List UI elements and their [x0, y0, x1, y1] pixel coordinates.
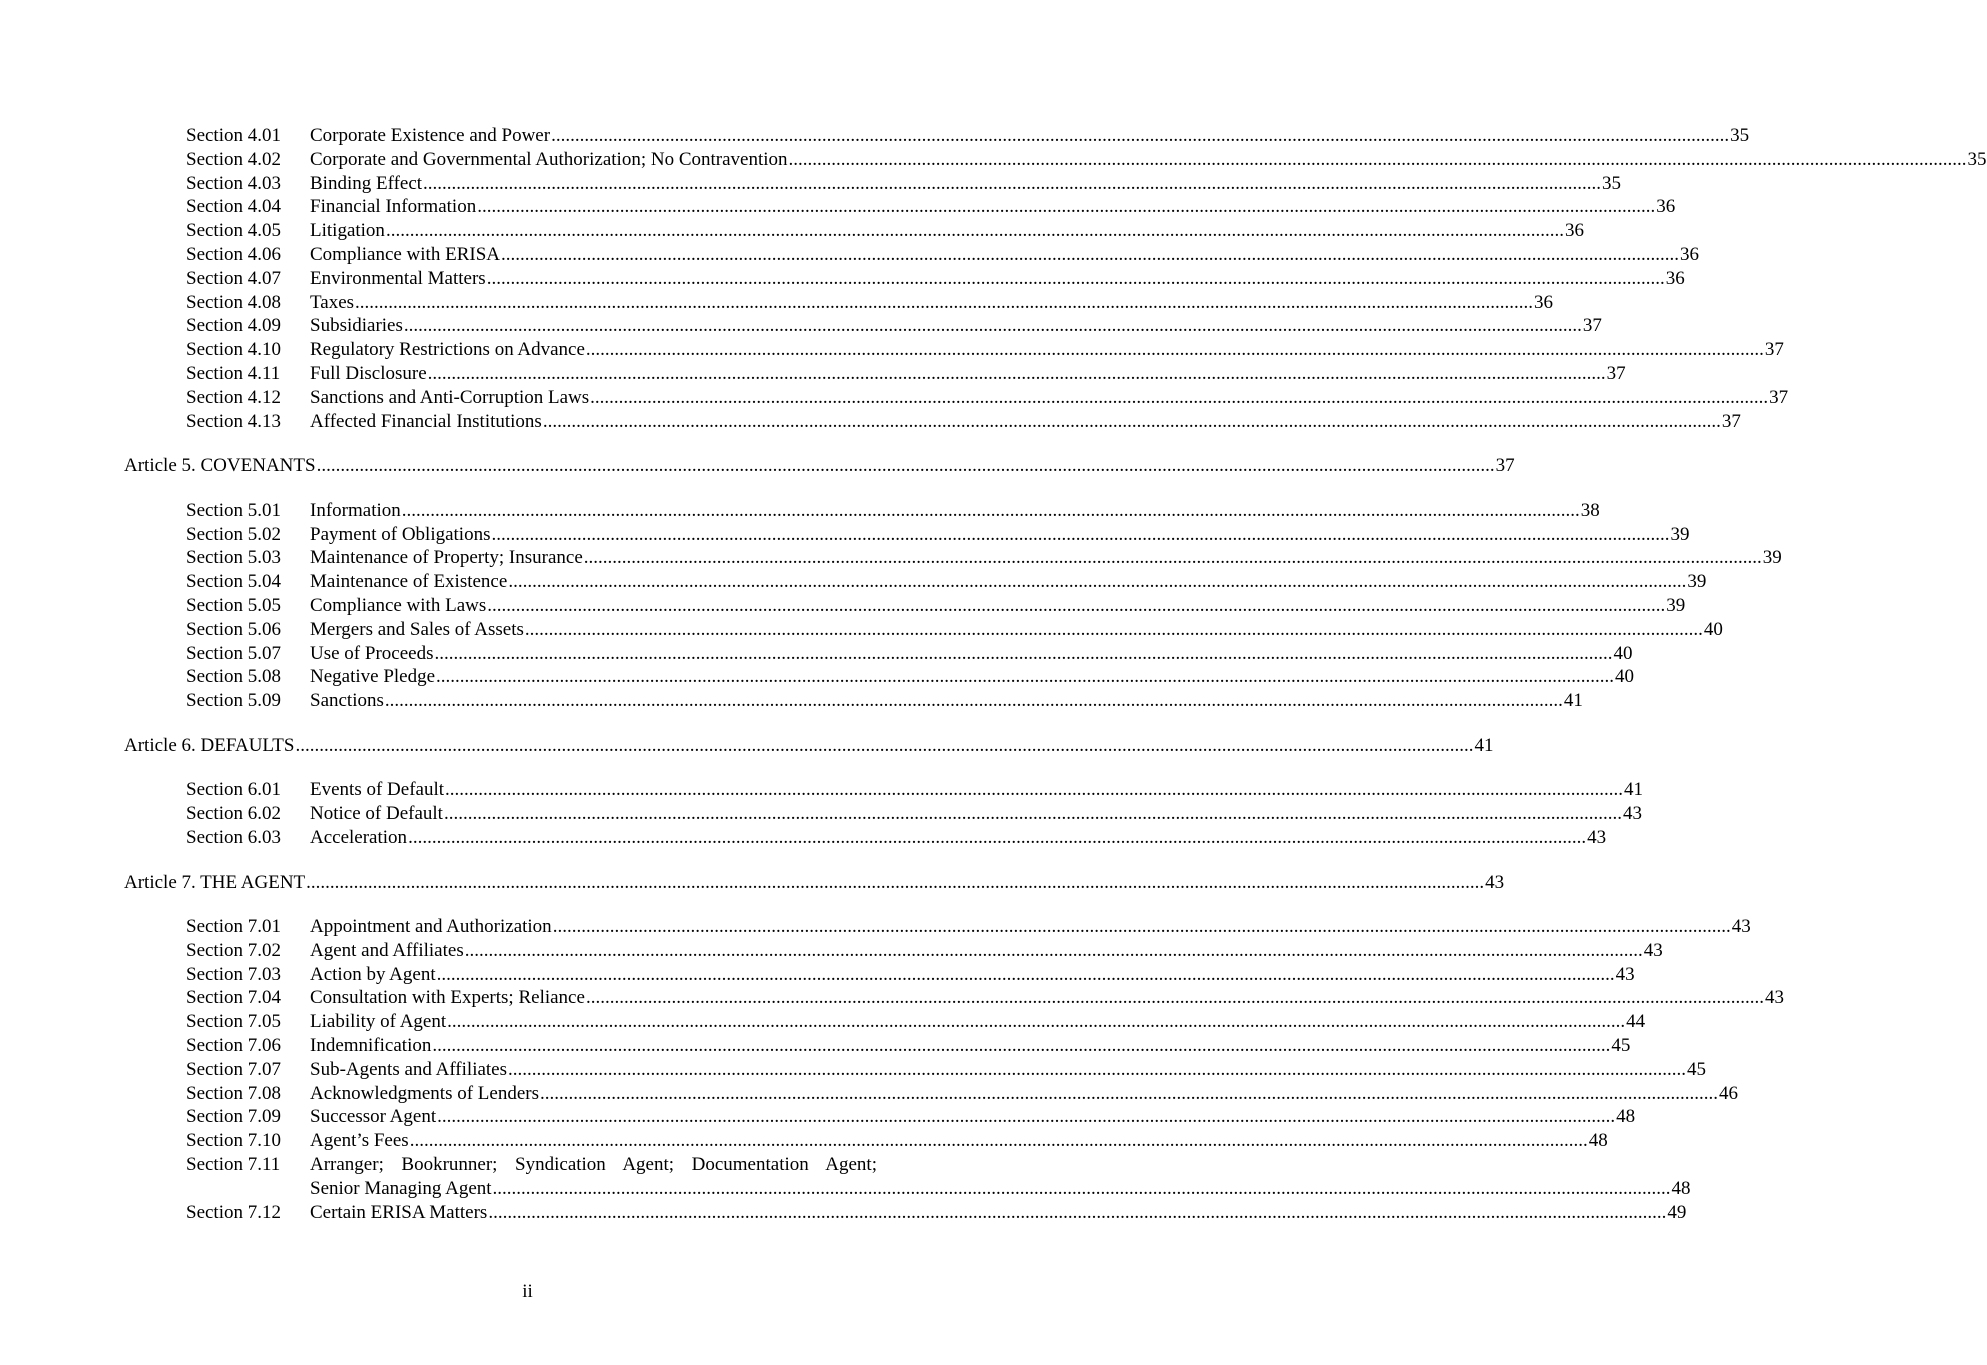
- dot-leader: [487, 267, 1665, 291]
- section-title: Certain ERISA Matters: [310, 1201, 488, 1223]
- section-title: Liability of Agent: [310, 1011, 447, 1033]
- page-number: 40: [1613, 642, 1633, 664]
- toc-section-row[interactable]: [0, 362, 1626, 386]
- article-7-section-list: [0, 915, 1784, 1153]
- section-number: Section 7.08: [186, 1082, 281, 1104]
- section-number: Section 4.09: [186, 315, 281, 337]
- section-title: Agent’s Fees: [310, 1130, 409, 1152]
- toc-section-row[interactable]: [0, 523, 1690, 547]
- toc-section-row[interactable]: [0, 291, 1554, 315]
- dot-leader: [410, 1129, 1588, 1153]
- page-number: 39: [1687, 571, 1707, 593]
- page-number: 35: [1967, 148, 1987, 170]
- toc-section-row[interactable]: [0, 195, 1676, 219]
- section-number: Section 5.05: [186, 594, 281, 616]
- page-number: 43: [1764, 987, 1784, 1009]
- section-number: Section 4.04: [186, 196, 281, 218]
- toc-section-row[interactable]: [0, 665, 1635, 689]
- page-number: 36: [1534, 291, 1554, 313]
- dot-leader: [404, 314, 1582, 338]
- page-number: 36: [1564, 220, 1584, 242]
- section-number: Section 7.12: [186, 1201, 281, 1223]
- page-number: 43: [1587, 826, 1607, 848]
- dot-leader: [437, 963, 1615, 987]
- toc-section-7-11[interactable]: [0, 1153, 1691, 1201]
- toc-section-row[interactable]: [0, 172, 1622, 196]
- page-number: 40: [1615, 666, 1635, 688]
- page-number: 46: [1719, 1082, 1738, 1104]
- section-number: Section 7.02: [186, 939, 281, 961]
- page-number: 35: [1602, 172, 1622, 194]
- page-number: 43: [1731, 916, 1751, 938]
- section-number: Section 7.05: [186, 1011, 281, 1033]
- section-title: Payment of Obligations: [310, 523, 491, 545]
- toc-section-7-12[interactable]: [0, 1201, 1687, 1225]
- section-title: Events of Default: [310, 779, 445, 801]
- page-number: 38: [1580, 499, 1600, 521]
- page-number: 49: [1667, 1201, 1687, 1223]
- dot-leader: [491, 523, 1669, 547]
- dot-leader: [789, 148, 1967, 172]
- section-title: Environmental Matters: [310, 267, 486, 289]
- section-number: Section 5.03: [186, 547, 281, 569]
- section-title: Use of Proceeds: [310, 642, 434, 664]
- dot-leader: [525, 618, 1703, 642]
- article-4-section-list: [0, 124, 1987, 433]
- dot-leader: [434, 642, 1612, 666]
- dot-leader: [445, 778, 1623, 802]
- page-number: 48: [1588, 1130, 1608, 1152]
- page-number: 37: [1721, 410, 1741, 432]
- dot-leader: [423, 172, 1601, 196]
- section-title-block: [310, 1153, 1691, 1201]
- section-title: Maintenance of Property; Insurance: [310, 547, 583, 569]
- page-number: 37: [1764, 339, 1784, 361]
- dot-leader: [551, 124, 1729, 148]
- page-number: 39: [1666, 594, 1686, 616]
- toc-section-row[interactable]: [0, 314, 1602, 338]
- section-title: Notice of Default: [310, 803, 443, 825]
- section-title: Affected Financial Institutions: [310, 410, 542, 432]
- section-number: Section 7.11: [186, 1154, 281, 1176]
- toc-section-row[interactable]: [0, 778, 1644, 802]
- dot-leader: [487, 594, 1665, 618]
- section-title: Agent and Affiliates: [310, 939, 464, 961]
- page-number: 41: [1474, 734, 1494, 756]
- section-title: Full Disclosure: [310, 362, 427, 384]
- dot-leader: [402, 499, 1580, 523]
- section-title: Maintenance of Existence: [310, 571, 508, 593]
- section-title: Acceleration: [310, 826, 408, 848]
- section-title-line-2: Senior Managing Agent: [310, 1177, 492, 1199]
- toc-section-row[interactable]: [0, 267, 1685, 291]
- dot-leader: [295, 734, 1473, 758]
- page-number: 43: [1622, 803, 1642, 825]
- dot-leader: [385, 689, 1563, 713]
- section-number: Section 5.04: [186, 571, 281, 593]
- section-number: Section 5.09: [186, 690, 281, 712]
- toc-article-6[interactable]: [0, 734, 1494, 758]
- page-number: 44: [1626, 1011, 1646, 1033]
- section-number: Section 4.07: [186, 267, 281, 289]
- page-number: 36: [1665, 267, 1685, 289]
- section-number: Section 7.04: [186, 987, 281, 1009]
- section-number: Section 7.01: [186, 916, 281, 938]
- dot-leader: [432, 1034, 1610, 1058]
- section-number: Section 4.13: [186, 410, 281, 432]
- dot-leader: [436, 665, 1614, 689]
- toc-section-row[interactable]: [0, 1082, 1738, 1106]
- toc-section-row[interactable]: [0, 1058, 1707, 1082]
- page-number: 43: [1615, 963, 1635, 985]
- dot-leader: [437, 1105, 1615, 1129]
- page-number: 36: [1656, 196, 1676, 218]
- page-number: 48: [1616, 1106, 1636, 1128]
- section-number: Section 4.03: [186, 172, 281, 194]
- toc-section-row[interactable]: [0, 986, 1784, 1010]
- toc-section-row[interactable]: [0, 939, 1663, 963]
- toc-section-row[interactable]: [0, 642, 1633, 666]
- section-number: Section 4.05: [186, 220, 281, 242]
- toc-section-row[interactable]: [0, 124, 1750, 148]
- section-title: Indemnification: [310, 1035, 432, 1057]
- dot-leader: [465, 939, 1643, 963]
- page-number: 36: [1679, 243, 1699, 265]
- dot-leader: [428, 362, 1606, 386]
- toc-section-row[interactable]: [0, 1034, 1631, 1058]
- dot-leader: [317, 454, 1495, 478]
- section-number: Section 5.07: [186, 642, 281, 664]
- page-number: 41: [1563, 690, 1583, 712]
- toc-section-row[interactable]: [0, 499, 1600, 523]
- section-title: Mergers and Sales of Assets: [310, 618, 524, 640]
- section-title: Subsidiaries: [310, 315, 403, 337]
- section-number: Section 7.06: [186, 1035, 281, 1057]
- page-number: 37: [1769, 386, 1789, 408]
- section-number: Section 7.10: [186, 1130, 281, 1152]
- toc-section-row[interactable]: [0, 802, 1642, 826]
- section-title: Compliance with Laws: [310, 594, 487, 616]
- dot-leader: [586, 338, 1764, 362]
- dot-leader: [553, 915, 1731, 939]
- section-number: Section 4.11: [186, 362, 281, 384]
- section-title: Action by Agent: [310, 963, 436, 985]
- page-number: 37: [1582, 315, 1602, 337]
- page-number: 45: [1611, 1035, 1631, 1057]
- dot-leader: [508, 570, 1686, 594]
- toc-section-row[interactable]: [0, 618, 1723, 642]
- article-title: Article 5. COVENANTS: [124, 455, 316, 477]
- toc-section-row[interactable]: [0, 594, 1686, 618]
- page-number: 39: [1670, 523, 1690, 545]
- toc-section-row[interactable]: [0, 148, 1987, 172]
- section-number: Section 4.06: [186, 243, 281, 265]
- section-title: Consultation with Experts; Reliance: [310, 987, 585, 1009]
- toc-article-5[interactable]: [0, 454, 1515, 478]
- dot-leader: [488, 1201, 1666, 1225]
- section-number: Section 5.06: [186, 618, 281, 640]
- section-number: Section 5.01: [186, 499, 281, 521]
- dot-leader: [444, 802, 1622, 826]
- section-number: Section 4.08: [186, 291, 281, 313]
- section-number: Section 6.01: [186, 779, 281, 801]
- article-5-section-list: [0, 499, 1782, 713]
- page-number: 37: [1495, 455, 1515, 477]
- toc-section-row[interactable]: [0, 915, 1751, 939]
- toc-section-row[interactable]: [0, 570, 1707, 594]
- section-number: Section 5.08: [186, 666, 281, 688]
- dot-leader: [590, 386, 1768, 410]
- section-title: Sanctions and Anti-Corruption Laws: [310, 386, 590, 408]
- page-number: 48: [1671, 1177, 1691, 1199]
- section-title: Binding Effect: [310, 172, 423, 194]
- article-6-section-list: [0, 778, 1644, 849]
- page-number: 39: [1762, 547, 1782, 569]
- dot-leader: [477, 195, 1655, 219]
- page-number: 41: [1624, 779, 1644, 801]
- section-title: Corporate and Governmental Authorization; No Contravention: [310, 148, 788, 170]
- dot-leader: [501, 243, 1679, 267]
- page-number: 35: [1730, 125, 1750, 146]
- section-title: Negative Pledge: [310, 666, 436, 688]
- section-title: Corporate Existence and Power: [310, 125, 551, 146]
- toc-section-row[interactable]: [0, 963, 1635, 987]
- page-number: 37: [1606, 362, 1626, 384]
- dot-leader: [408, 826, 1586, 850]
- section-title: Sub-Agents and Affiliates: [310, 1058, 508, 1080]
- section-number: Section 7.09: [186, 1106, 281, 1128]
- page-number: 40: [1703, 618, 1723, 640]
- toc-section-row[interactable]: [0, 1105, 1636, 1129]
- toc-section-row[interactable]: [0, 689, 1583, 713]
- section-title: Appointment and Authorization: [310, 916, 552, 938]
- dot-leader: [306, 871, 1484, 895]
- toc-article-7[interactable]: [0, 871, 1505, 895]
- section-title: Acknowledgments of Lenders: [310, 1082, 539, 1104]
- dot-leader: [355, 291, 1533, 315]
- dot-leader: [508, 1058, 1686, 1082]
- toc-section-row[interactable]: [0, 410, 1741, 434]
- section-title: Financial Information: [310, 196, 477, 218]
- page-number: 45: [1687, 1058, 1707, 1080]
- section-number: Section 4.12: [186, 386, 281, 408]
- dot-leader: [493, 1177, 1671, 1201]
- toc-section-row[interactable]: [0, 386, 1789, 410]
- section-number: Section 4.10: [186, 339, 281, 361]
- section-title: Sanctions: [310, 690, 384, 712]
- section-title-line-1: Arranger; Bookrunner; Syndication Agent; Documentation Agent;: [310, 1154, 877, 1176]
- toc-section-row[interactable]: [0, 1010, 1646, 1034]
- toc-section-row[interactable]: [0, 338, 1784, 362]
- section-number: Section 5.02: [186, 523, 281, 545]
- table-of-contents: [0, 124, 1987, 1224]
- dot-leader: [543, 410, 1721, 434]
- toc-section-row[interactable]: [0, 546, 1782, 570]
- dot-leader: [584, 546, 1762, 570]
- page-number: 43: [1485, 871, 1505, 893]
- page-number: 43: [1643, 939, 1663, 961]
- dot-leader: [540, 1082, 1718, 1106]
- page-footer-number: ii: [522, 1281, 533, 1302]
- toc-section-row[interactable]: [0, 219, 1584, 243]
- section-number: Section 4.01: [186, 125, 281, 146]
- dot-leader: [386, 219, 1564, 243]
- section-title: Regulatory Restrictions on Advance: [310, 339, 585, 361]
- section-title: Compliance with ERISA: [310, 243, 500, 265]
- toc-section-row[interactable]: [0, 826, 1607, 850]
- dot-leader: [447, 1010, 1625, 1034]
- section-title: Litigation: [310, 220, 385, 242]
- section-number: Section 7.03: [186, 963, 281, 985]
- section-number: Section 4.02: [186, 148, 281, 170]
- toc-section-row[interactable]: [0, 1129, 1608, 1153]
- section-title-line-2-row: [310, 1177, 1691, 1201]
- section-title: Successor Agent: [310, 1106, 437, 1128]
- section-title: Information: [310, 499, 401, 521]
- section-number: Section 7.07: [186, 1058, 281, 1080]
- dot-leader: [586, 986, 1764, 1010]
- section-number: Section 6.03: [186, 826, 281, 848]
- article-title: Article 6. DEFAULTS: [124, 734, 295, 756]
- article-title: Article 7. THE AGENT: [124, 871, 306, 893]
- toc-section-row[interactable]: [0, 243, 1699, 267]
- section-title: Taxes: [310, 291, 355, 313]
- section-number: Section 6.02: [186, 803, 281, 825]
